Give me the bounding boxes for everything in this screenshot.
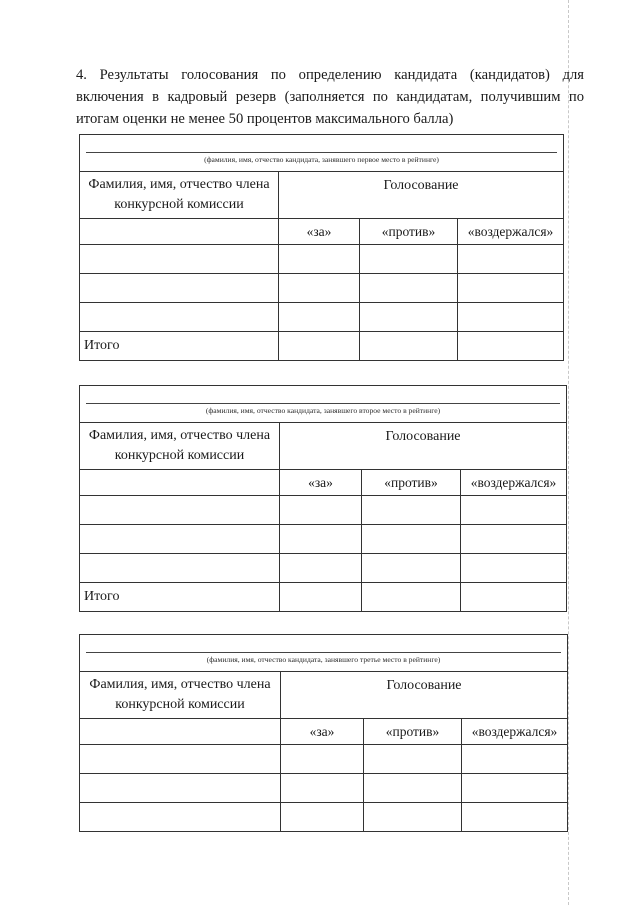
col-for: «за» (281, 719, 364, 745)
candidate-block-1 (79, 134, 563, 361)
vote-abstain-cell[interactable] (461, 525, 567, 554)
col-against: «против» (362, 470, 461, 496)
table-row (80, 745, 568, 774)
candidate-caption: (фамилия, имя, отчество кандидата, занявшего третье место в рейтинге) (206, 655, 441, 664)
col-abstain: «воздержался» (458, 219, 564, 245)
candidate-caption: (фамилия, имя, отчество кандидата, занявшего первое место в рейтинге) (204, 155, 439, 164)
vote-for-cell[interactable] (281, 745, 364, 774)
voting-table-1 (79, 134, 564, 361)
vote-abstain-cell[interactable] (458, 303, 564, 332)
candidate-caption: (фамилия, имя, отчество кандидата, занявшего второе место в рейтинге) (205, 406, 441, 415)
name-underline (86, 652, 561, 653)
vote-for-cell[interactable] (279, 303, 360, 332)
candidate-block-2 (79, 385, 566, 612)
member-cell[interactable] (80, 274, 279, 303)
member-cell[interactable] (80, 496, 280, 525)
col-for: «за» (280, 470, 362, 496)
vote-against-cell[interactable] (360, 245, 458, 274)
vote-against-cell[interactable] (364, 745, 462, 774)
vote-for-cell[interactable] (280, 554, 362, 583)
total-against-cell[interactable] (362, 583, 461, 612)
table-row (80, 274, 564, 303)
total-against-cell[interactable] (360, 332, 458, 361)
member-cell[interactable] (80, 803, 281, 832)
col-against: «против» (364, 719, 462, 745)
candidate-name-field[interactable] (80, 386, 567, 423)
vote-abstain-cell[interactable] (462, 774, 568, 803)
member-cell[interactable] (80, 719, 281, 745)
col-abstain: «воздержался» (461, 470, 567, 496)
voting-header: Голосование (279, 172, 564, 219)
vote-against-cell[interactable] (360, 274, 458, 303)
vote-against-cell[interactable] (362, 554, 461, 583)
vote-against-cell[interactable] (362, 525, 461, 554)
table-row (80, 496, 567, 525)
section-heading: 4. Результаты голосования по определению кандидата (кандидатов) для включения в кадровый резерв (заполняется по кандидатам, получившим по итогам оценки не менее 50 процентов максимального балла) (76, 67, 584, 127)
voting-table-3 (79, 634, 568, 832)
col-abstain: «воздержался» (462, 719, 568, 745)
total-label: Итого (80, 332, 279, 361)
table-row (80, 774, 568, 803)
member-cell[interactable] (80, 774, 281, 803)
table-row (80, 525, 567, 554)
member-cell[interactable] (80, 745, 281, 774)
total-for-cell[interactable] (280, 583, 362, 612)
col-for: «за» (279, 219, 360, 245)
member-header: Фамилия, имя, отчество члена конкурсной комиссии (80, 672, 281, 719)
member-cell[interactable] (80, 525, 280, 554)
member-cell[interactable] (80, 219, 279, 245)
vote-abstain-cell[interactable] (462, 803, 568, 832)
member-cell[interactable] (80, 303, 279, 332)
voting-table-2 (79, 385, 567, 612)
vote-for-cell[interactable] (279, 274, 360, 303)
vote-against-cell[interactable] (360, 303, 458, 332)
vote-abstain-cell[interactable] (458, 245, 564, 274)
total-label: Итого (80, 583, 280, 612)
vote-for-cell[interactable] (281, 803, 364, 832)
vote-for-cell[interactable] (280, 525, 362, 554)
member-cell[interactable] (80, 470, 280, 496)
table-row (80, 803, 568, 832)
table-row (80, 554, 567, 583)
vote-for-cell[interactable] (280, 496, 362, 525)
candidate-name-field[interactable] (80, 635, 568, 672)
voting-header: Голосование (281, 672, 568, 719)
vote-for-cell[interactable] (279, 245, 360, 274)
table-row (80, 245, 564, 274)
col-against: «против» (360, 219, 458, 245)
total-row (80, 332, 564, 361)
vote-for-cell[interactable] (281, 774, 364, 803)
name-underline (86, 403, 560, 404)
vote-abstain-cell[interactable] (462, 745, 568, 774)
scan-edge-line (568, 0, 570, 905)
voting-header: Голосование (280, 423, 567, 470)
name-underline (86, 152, 557, 153)
vote-abstain-cell[interactable] (458, 274, 564, 303)
total-abstain-cell[interactable] (458, 332, 564, 361)
candidate-block-3 (79, 634, 567, 832)
member-header: Фамилия, имя, отчество члена конкурсной комиссии (80, 423, 280, 470)
candidate-name-field[interactable] (80, 135, 564, 172)
total-row (80, 583, 567, 612)
member-header: Фамилия, имя, отчество члена конкурсной комиссии (80, 172, 279, 219)
vote-against-cell[interactable] (364, 774, 462, 803)
vote-against-cell[interactable] (362, 496, 461, 525)
member-cell[interactable] (80, 554, 280, 583)
total-abstain-cell[interactable] (461, 583, 567, 612)
member-cell[interactable] (80, 245, 279, 274)
total-for-cell[interactable] (279, 332, 360, 361)
vote-abstain-cell[interactable] (461, 554, 567, 583)
vote-against-cell[interactable] (364, 803, 462, 832)
vote-abstain-cell[interactable] (461, 496, 567, 525)
table-row (80, 303, 564, 332)
